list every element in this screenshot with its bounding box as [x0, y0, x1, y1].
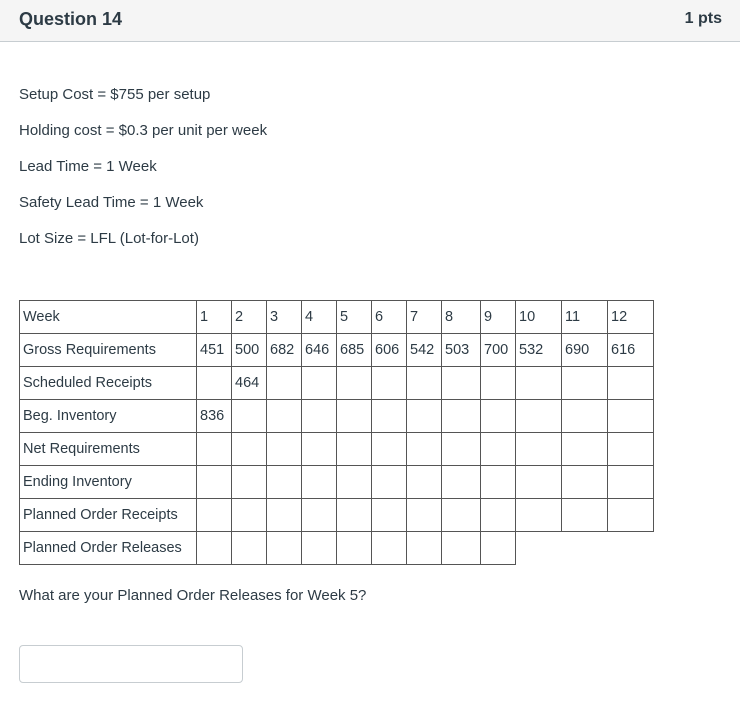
- table-cell: [407, 400, 442, 433]
- table-cell: 9: [481, 301, 516, 334]
- table-cell: 646: [302, 334, 337, 367]
- table-cell: [372, 433, 407, 466]
- table-cell: [608, 400, 654, 433]
- table-cell: [337, 367, 372, 400]
- table-cell: [442, 433, 481, 466]
- table-cell: [516, 433, 562, 466]
- table-cell: [372, 532, 407, 565]
- table-cell: [232, 499, 267, 532]
- table-row: [20, 400, 654, 433]
- table-cell: [267, 466, 302, 499]
- row-label: Scheduled Receipts: [20, 367, 197, 400]
- table-cell: 7: [407, 301, 442, 334]
- table-cell: [608, 367, 654, 400]
- table-cell: [267, 532, 302, 565]
- table-cell: [481, 400, 516, 433]
- table-cell: 12: [608, 301, 654, 334]
- table-cell: [481, 532, 516, 565]
- table-cell: [302, 499, 337, 532]
- table-cell: 451: [197, 334, 232, 367]
- lead-time-text: Lead Time = 1 Week: [19, 158, 157, 175]
- table-cell: [407, 466, 442, 499]
- table-cell: [302, 433, 337, 466]
- table-cell: [562, 499, 608, 532]
- table-cell: [562, 367, 608, 400]
- table-cell: 8: [442, 301, 481, 334]
- table-cell: [608, 532, 654, 565]
- table-cell: [302, 400, 337, 433]
- table-cell: 542: [407, 334, 442, 367]
- question-title: Question 14: [19, 9, 123, 29]
- table-cell: [442, 367, 481, 400]
- table-cell: [337, 433, 372, 466]
- table-cell: 5: [337, 301, 372, 334]
- table-cell: [562, 433, 608, 466]
- table-row: [20, 499, 654, 532]
- table-cell: 503: [442, 334, 481, 367]
- table-cell: 464: [232, 367, 267, 400]
- table-cell: 10: [516, 301, 562, 334]
- table-cell: [481, 499, 516, 532]
- table-cell: [302, 532, 337, 565]
- table-cell: [481, 433, 516, 466]
- table-row: [20, 301, 654, 334]
- safety-lead-time-text: Safety Lead Time = 1 Week: [19, 194, 204, 211]
- table-cell: [197, 532, 232, 565]
- row-label: Net Requirements: [20, 433, 197, 466]
- table-cell: 500: [232, 334, 267, 367]
- table-cell: 3: [267, 301, 302, 334]
- table-cell: [232, 433, 267, 466]
- row-label: Planned Order Receipts: [20, 499, 197, 532]
- table-cell: [232, 532, 267, 565]
- table-cell: [267, 433, 302, 466]
- table-cell: 1: [197, 301, 232, 334]
- table-cell: [407, 499, 442, 532]
- table-cell: [232, 466, 267, 499]
- table-cell: [516, 499, 562, 532]
- table-cell: [372, 367, 407, 400]
- table-cell: [407, 433, 442, 466]
- question-header: [0, 0, 740, 42]
- table-cell: [197, 499, 232, 532]
- mrp-table: [19, 300, 654, 565]
- table-cell: 6: [372, 301, 407, 334]
- table-cell: [608, 466, 654, 499]
- question-points: 1 pts: [684, 10, 722, 27]
- table-row: [20, 532, 654, 565]
- table-cell: [267, 499, 302, 532]
- table-cell: [516, 466, 562, 499]
- question-prompt: What are your Planned Order Releases for Week 5?: [19, 587, 367, 604]
- table-cell: 700: [481, 334, 516, 367]
- table-cell: 2: [232, 301, 267, 334]
- row-label: Week: [20, 301, 197, 334]
- table-cell: 690: [562, 334, 608, 367]
- table-row: [20, 367, 654, 400]
- table-cell: [267, 400, 302, 433]
- table-cell: [302, 466, 337, 499]
- table-cell: [337, 466, 372, 499]
- table-cell: [372, 466, 407, 499]
- table-cell: [442, 466, 481, 499]
- table-cell: [442, 499, 481, 532]
- table-cell: [608, 499, 654, 532]
- row-label: Gross Requirements: [20, 334, 197, 367]
- table-cell: [608, 433, 654, 466]
- table-cell: [407, 367, 442, 400]
- row-label: Beg. Inventory: [20, 400, 197, 433]
- table-row: [20, 334, 654, 367]
- table-row: [20, 466, 654, 499]
- table-cell: [232, 400, 267, 433]
- table-cell: [197, 433, 232, 466]
- table-cell: [302, 367, 337, 400]
- table-cell: [516, 367, 562, 400]
- table-cell: [562, 400, 608, 433]
- lot-size-text: Lot Size = LFL (Lot-for-Lot): [19, 230, 199, 247]
- table-cell: [562, 466, 608, 499]
- table-cell: 616: [608, 334, 654, 367]
- table-cell: [197, 466, 232, 499]
- setup-cost-text: Setup Cost = $755 per setup: [19, 86, 211, 103]
- table-cell: 4: [302, 301, 337, 334]
- table-cell: [562, 532, 608, 565]
- table-cell: 836: [197, 400, 232, 433]
- table-cell: [516, 400, 562, 433]
- table-cell: [337, 532, 372, 565]
- table-cell: [337, 400, 372, 433]
- table-cell: [442, 532, 481, 565]
- table-cell: [372, 499, 407, 532]
- table-cell: [442, 400, 481, 433]
- table-cell: 532: [516, 334, 562, 367]
- table-cell: [267, 367, 302, 400]
- table-cell: 685: [337, 334, 372, 367]
- answer-input[interactable]: [19, 645, 243, 683]
- table-cell: [372, 400, 407, 433]
- table-cell: [481, 466, 516, 499]
- table-cell: [407, 532, 442, 565]
- row-label: Ending Inventory: [20, 466, 197, 499]
- table-cell: 682: [267, 334, 302, 367]
- row-label: Planned Order Releases: [20, 532, 197, 565]
- holding-cost-text: Holding cost = $0.3 per unit per week: [19, 122, 268, 139]
- table-cell: [197, 367, 232, 400]
- table-cell: 11: [562, 301, 608, 334]
- table-cell: [516, 532, 562, 565]
- table-cell: 606: [372, 334, 407, 367]
- table-cell: [481, 367, 516, 400]
- table-row: [20, 433, 654, 466]
- table-cell: [337, 499, 372, 532]
